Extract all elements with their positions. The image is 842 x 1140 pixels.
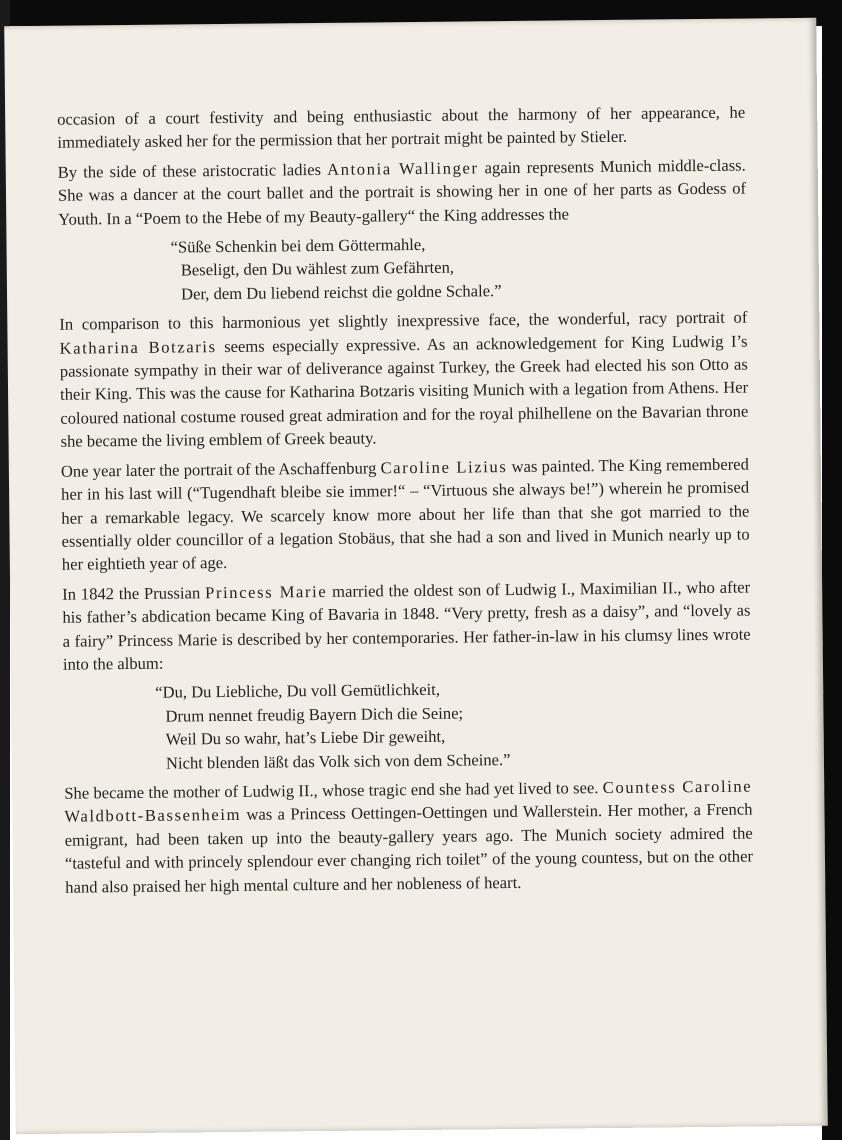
- paragraph-lizius: [61, 452, 750, 576]
- person-name: Katharina Botzaris: [59, 336, 217, 358]
- verse-line: Beseligt, den Du wählest zum Gefährten,: [180, 258, 455, 280]
- verse-line: Nicht blenden läßt das Volk sich von dem Scheine.”: [165, 749, 511, 773]
- person-name: Caroline Lizius: [380, 456, 508, 478]
- paragraph-text: In 1842 the Prussian: [62, 582, 206, 604]
- book-page: [4, 18, 828, 1134]
- verse-hebe: [58, 230, 747, 307]
- person-name: Princess Marie: [204, 581, 328, 602]
- paragraph-waldbott: [64, 774, 753, 898]
- verse-line: Drum nennet freudig Bayern Dich die Seine;: [165, 703, 464, 726]
- verse-line: “Du, Du Liebliche, Du voll Gemütlichkeit,: [155, 680, 441, 703]
- verse-album: [63, 675, 752, 776]
- paragraph-text: By the side of these aristocratic ladies: [57, 159, 328, 182]
- paragraph-text: again represents Munich middle-class. She was a dancer at the court ballet and the portrait is showing her in one of her parts as Godess of Youth. In a “Poem to the Hebe of my Beauty-gallery“ the King addresses the: [57, 155, 747, 229]
- paragraph-text: married the oldest son of Ludwig I., Maximilian II., who after his father’s abdication became King of Bavaria in 1848. “Very pretty, fresh as a daisy”, and “lovely as a fairy” Princess Marie is described by her contemporaries. Her father-in-law in his clumsy lines wrote into the album:: [62, 577, 751, 674]
- person-name: Antonia Wallinger: [326, 158, 479, 179]
- paragraph-princess-marie: [62, 575, 751, 676]
- paragraph-text: occasion of a court festivity and being enthusiastic about the harmony of her appearance, he immediately asked her for the permission that her portrait might be painted by Stieler.: [57, 102, 746, 153]
- paragraph-wallinger: [58, 153, 747, 230]
- verse-line: Weil Du so wahr, hat’s Liebe Dir geweiht,: [165, 726, 446, 749]
- paragraph-text: seems especially expressive. As an acknowledgement for King Ludwig I’s passionate sympathy in their war of deliverance against Turkey, the Greek had elected his son Otto as their King. This was the cause for Katharina Botzaris visiting Munich with a legation from Athens. Her coloured national costume roused great admiration and for the royal philhellene on the Bavarian throne she became the living emblem of Greek beauty.: [59, 331, 749, 451]
- page-text: [57, 101, 753, 905]
- paragraph-text: was a Princess Oettingen-Oettingen und Wallerstein. Her mother, a French emigrant, had been taken up into the beauty-gallery years ago. The Munich society admired the “tasteful and with princely splendour ever changing rich toilet” of the young countess, but on the other hand also praised her high mental culture and her nobleness of heart.: [64, 799, 754, 897]
- paragraph-text: One year later the portrait of the Aschaffenburg: [60, 458, 381, 481]
- paragraph-text: was painted. The King remembered her in his last will (“Tugendhaft bleibe sie immer!“ – “Virtuous she always be!”) wherein he promised her a remarkable legacy. We scarcely know more about her life than that she got married to the essentially older councillor of a legation Stobäus, that she had a son and lived in Munich nearly up to her eightieth year of age.: [61, 454, 750, 575]
- paragraph-text: In comparison to this harmonious yet slightly inexpressive face, the wonderful, racy portrait of: [59, 307, 748, 334]
- paragraph-botzaris: [59, 306, 748, 454]
- verse-line: Der, dem Du liebend reichst die goldne Schale.”: [180, 280, 502, 304]
- person-name: Countess Caroline Waldbott-Bassenheim: [64, 776, 753, 827]
- paragraph-text: She became the mother of Ludwig II., whose tragic end she had yet lived to see.: [64, 778, 603, 803]
- paragraph-stieler: [57, 101, 745, 155]
- verse-line: “Süße Schenkin bei dem Göttermahle,: [170, 234, 426, 257]
